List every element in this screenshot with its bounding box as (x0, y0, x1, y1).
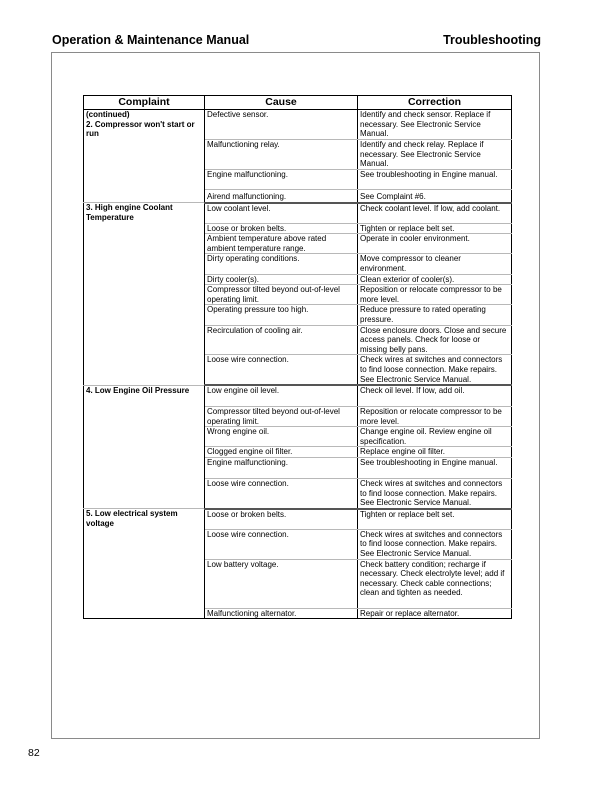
correction-text: See Complaint #6. (360, 192, 426, 201)
cause-cell: Malfunctioning relay. (205, 140, 358, 170)
correction-cell: Identify and check relay. Replace if necessary. See Electronic Service Manual. (358, 140, 512, 170)
correction-cell: Identify and check sensor. Replace if necessary. See Electronic Service Manual. (358, 110, 512, 140)
correction-cell: Check battery condition; recharge if necessary. Check electrolyte level; add if necessary. Check cable connections; clean and tighten as needed. (358, 559, 512, 608)
column-header-complaint: Complaint (84, 96, 205, 110)
cause-cell: Low coolant level. (205, 203, 358, 224)
cause-cell: Ambient temperature above rated ambient temperature range. (205, 234, 358, 254)
correction-cell: Clean exterior of cooler(s). (358, 274, 512, 285)
complaint-text: 4. Low Engine Oil Pressure (86, 385, 190, 395)
complaint-cell (84, 110, 205, 203)
cause-cell: Recirculation of cooling air. (205, 325, 358, 355)
correction-cell: See troubleshooting in Engine manual. (358, 170, 512, 190)
correction-cell: Check coolant level. If low, add coolant. (358, 203, 512, 224)
complaint-cell (84, 203, 205, 386)
table-row (84, 203, 512, 224)
cause-cell: Engine malfunctioning. (205, 458, 358, 479)
complaint-cell (84, 509, 205, 619)
complaint-text: voltage (86, 518, 115, 528)
cause-cell: Loose wire connection. (205, 479, 358, 509)
column-header-correction: Correction (358, 96, 512, 110)
cause-cell: Clogged engine oil filter. (205, 447, 358, 458)
complaint-text: Temperature (86, 212, 134, 222)
complaint-cell (84, 385, 205, 509)
correction-cell: Repair or replace alternator. (358, 608, 512, 619)
cause-cell: Compressor tilted beyond out-of-level operating limit. (205, 407, 358, 427)
table-row (84, 509, 512, 530)
column-header-cause: Cause (205, 96, 358, 110)
cause-cell: Loose or broken belts. (205, 509, 358, 530)
cause-cell: Operating pressure too high. (205, 305, 358, 325)
correction-cell: Tighten or replace belt set. (358, 223, 512, 234)
complaint-text: (continued) (86, 110, 130, 119)
correction-cell: See troubleshooting in Engine manual. (358, 458, 512, 479)
correction-cell: Replace engine oil filter. (358, 447, 512, 458)
correction-cell: Reduce pressure to rated operating pressure. (358, 305, 512, 325)
section-title: Troubleshooting (443, 33, 541, 47)
correction-cell: Check wires at switches and connectors to find loose connection. Make repairs. See Electronic Service Manual. (358, 479, 512, 509)
cause-cell: Low battery voltage. (205, 559, 358, 608)
correction-cell (358, 190, 512, 203)
correction-cell: Check oil level. If low, add oil. (358, 385, 512, 407)
complaint-text: run (86, 129, 99, 139)
correction-cell: Reposition or relocate compressor to be more level. (358, 285, 512, 305)
correction-cell: Tighten or replace belt set. (358, 509, 512, 530)
correction-cell: Change engine oil. Review engine oil specification. (358, 427, 512, 447)
cause-cell: Wrong engine oil. (205, 427, 358, 447)
manual-title: Operation & Maintenance Manual (52, 33, 250, 47)
correction-cell: Close enclosure doors. Close and secure access panels. Check for loose or missing belly pans. (358, 325, 512, 355)
cause-cell: Low engine oil level. (205, 385, 358, 407)
cause-cell: Malfunctioning alternator. (205, 608, 358, 619)
correction-cell: Operate in cooler environment. (358, 234, 512, 254)
table-row (84, 385, 512, 407)
cause-cell: Loose or broken belts. (205, 223, 358, 234)
complaint-text: 3. High engine Coolant (86, 203, 173, 213)
correction-cell: Check wires at switches and connectors to find loose connection. Make repairs. See Electronic Service Manual. (358, 529, 512, 559)
complaint-text: 2. Compressor won't start or (86, 119, 195, 129)
cause-cell: Engine malfunctioning. (205, 170, 358, 190)
table-row (84, 110, 512, 140)
cause-cell: Loose wire connection. (205, 529, 358, 559)
cause-cell: Compressor tilted beyond out-of-level operating limit. (205, 285, 358, 305)
cause-cell: Defective sensor. (205, 110, 358, 140)
cause-text: Airend malfunctioning. (207, 192, 287, 201)
table-header-row (84, 96, 512, 110)
troubleshooting-table (83, 95, 512, 619)
correction-cell: Reposition or relocate compressor to be more level. (358, 407, 512, 427)
complaint-text: 5. Low electrical system (86, 509, 178, 519)
cause-cell: Dirty operating conditions. (205, 254, 358, 274)
page-number: 82 (28, 747, 40, 759)
correction-cell: Move compressor to cleaner environment. (358, 254, 512, 274)
cause-cell: Dirty cooler(s). (205, 274, 358, 285)
cause-cell (205, 190, 358, 203)
correction-cell: Check wires at switches and connectors to find loose connection. Make repairs. See Electronic Service Manual. (358, 355, 512, 385)
cause-cell: Loose wire connection. (205, 355, 358, 385)
